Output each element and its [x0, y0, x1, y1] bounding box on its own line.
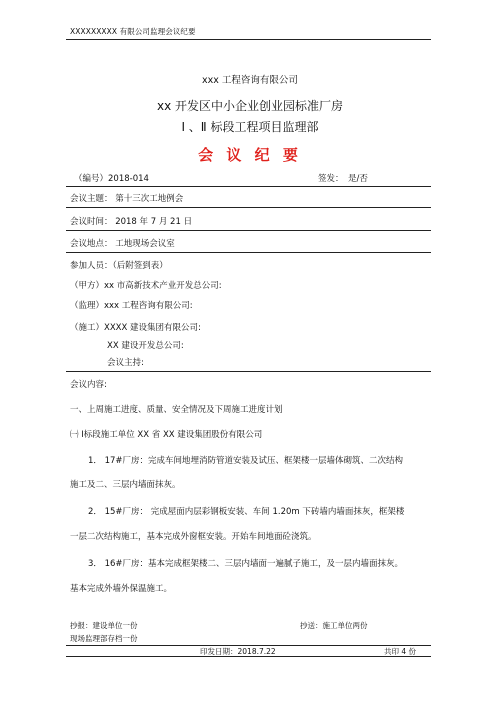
divider — [66, 371, 431, 372]
print-count: 共印 4 份 — [384, 647, 417, 656]
party-supervisor: （监理）xxx 工程咨询有限公司: — [70, 301, 193, 311]
page-header: XXXXXXXXX 有限公司监理会议纪要 — [70, 27, 196, 36]
department-name: Ⅰ 、Ⅱ 标段工程项目监理部 — [181, 120, 319, 134]
section-heading: 一、上周施工进度、质量、安全情况及下周施工进度计划 — [70, 405, 283, 415]
content-label: 会议内容: — [70, 380, 107, 390]
company-name: xxx 工程咨询有限公司 — [202, 75, 298, 86]
attendees-label: 参加人员：（后附签到表） — [70, 261, 168, 271]
party-contractor: （施工）XXXX 建设集团有限公司: — [70, 323, 201, 333]
divider — [66, 230, 431, 231]
header-rule — [66, 39, 431, 40]
sign-label: 签发： — [318, 174, 344, 184]
send-to: 抄送：施工单位两份 — [300, 621, 368, 630]
meeting-topic: 会议主题： 第十三次工地例会 — [70, 194, 184, 204]
print-date: 印发日期：2018.7.22 — [200, 647, 276, 656]
meeting-time: 会议时间： 2018 年 7 月 21 日 — [70, 217, 193, 227]
archive-note: 现场监理部存档一份 — [70, 634, 138, 643]
project-name: xx 开发区中小企业创业园标准厂房 — [156, 99, 344, 113]
item-2-line-2: 一层二次结构施工，基本完成外窗框安装。开始车间地面砼浇筑。 — [70, 532, 317, 542]
sign-value: 是/否 — [348, 174, 368, 184]
item-2-line-1: 2． 15#厂房： 完成屋面内层彩钢板安装、车间 1.20m 下砖墙内墙面抹灰，框架楼 — [88, 507, 405, 517]
divider — [66, 656, 431, 657]
document-title: 会 议 纪 要 — [198, 146, 302, 164]
meeting-place: 会议地点： 工地现场会议室 — [70, 239, 175, 249]
party-owner: （甲方）xx 市高新技术产业开发总公司: — [70, 281, 222, 291]
divider — [66, 252, 431, 253]
item-1-line-1: 1． 17#厂房：完成车间地埋消防管道安装及试压、框架楼一层墙体砌筑、二次结构 — [88, 456, 404, 466]
doc-number: （编号）2018-014 — [74, 174, 149, 184]
party-developer: XX 建设开发总公司: — [107, 341, 184, 351]
divider — [66, 207, 431, 208]
meeting-host: 会议主持: — [107, 358, 144, 368]
item-1-line-2: 施工及二、三层内墙面抹灰。 — [70, 480, 181, 490]
item-3-line-1: 3． 16#厂房：基本完成框架楼二、三层内墙面一遍腻子施工，及一层内墙面抹灰。 — [88, 559, 404, 569]
copy-to: 抄报：建设单位一份 — [70, 621, 138, 630]
item-3-line-2: 基本完成外墙外保温施工。 — [70, 584, 173, 594]
divider — [66, 186, 431, 187]
subsection-heading: ㈠ Ⅰ标段施工单位 XX 省 XX 建设集团股份有限公司 — [70, 430, 263, 440]
